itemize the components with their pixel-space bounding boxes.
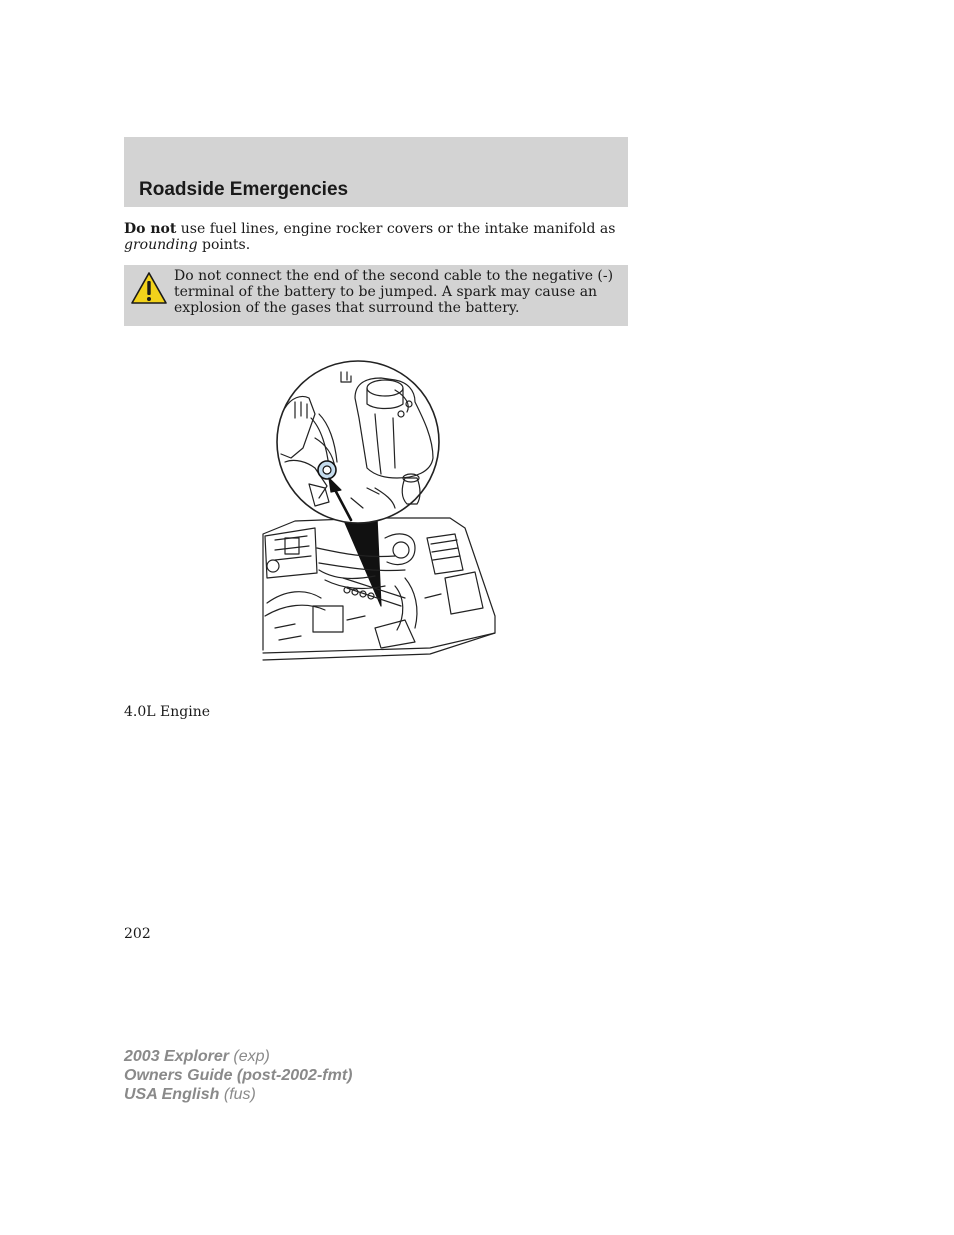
footer-language-code: (fus)	[219, 1086, 256, 1103]
grounding-instruction	[124, 221, 628, 253]
footer-model-code: (exp)	[228, 1048, 270, 1065]
footer-guide: Owners Guide (post-2002-fmt)	[124, 1067, 353, 1084]
warning-box	[124, 265, 628, 326]
instruction-text-2: points.	[197, 237, 251, 253]
instruction-text-1: use fuel lines, engine rocker covers or the intake manifold as	[176, 221, 616, 237]
section-title: Roadside Emergencies	[139, 179, 349, 200]
footer-line-2	[124, 1066, 352, 1085]
footer-line-3	[124, 1085, 352, 1104]
engine-diagram	[255, 358, 505, 668]
figure-caption: 4.0L Engine	[124, 704, 210, 720]
page-number: 202	[124, 926, 151, 942]
footer-line-1	[124, 1047, 352, 1066]
section-header	[124, 137, 628, 207]
document-footer	[124, 1047, 352, 1104]
footer-language: USA English	[124, 1086, 220, 1103]
emphasis-do-not: Do not	[124, 221, 177, 237]
emphasis-grounding: grounding	[124, 237, 198, 253]
footer-model: 2003 Explorer	[124, 1048, 229, 1065]
warning-triangle-icon	[130, 271, 168, 305]
warning-text: Do not connect the end of the second cable to the negative (-) terminal of the battery to be jumped. A spark may cause an explosion of the gases that surround the battery.	[174, 268, 614, 316]
